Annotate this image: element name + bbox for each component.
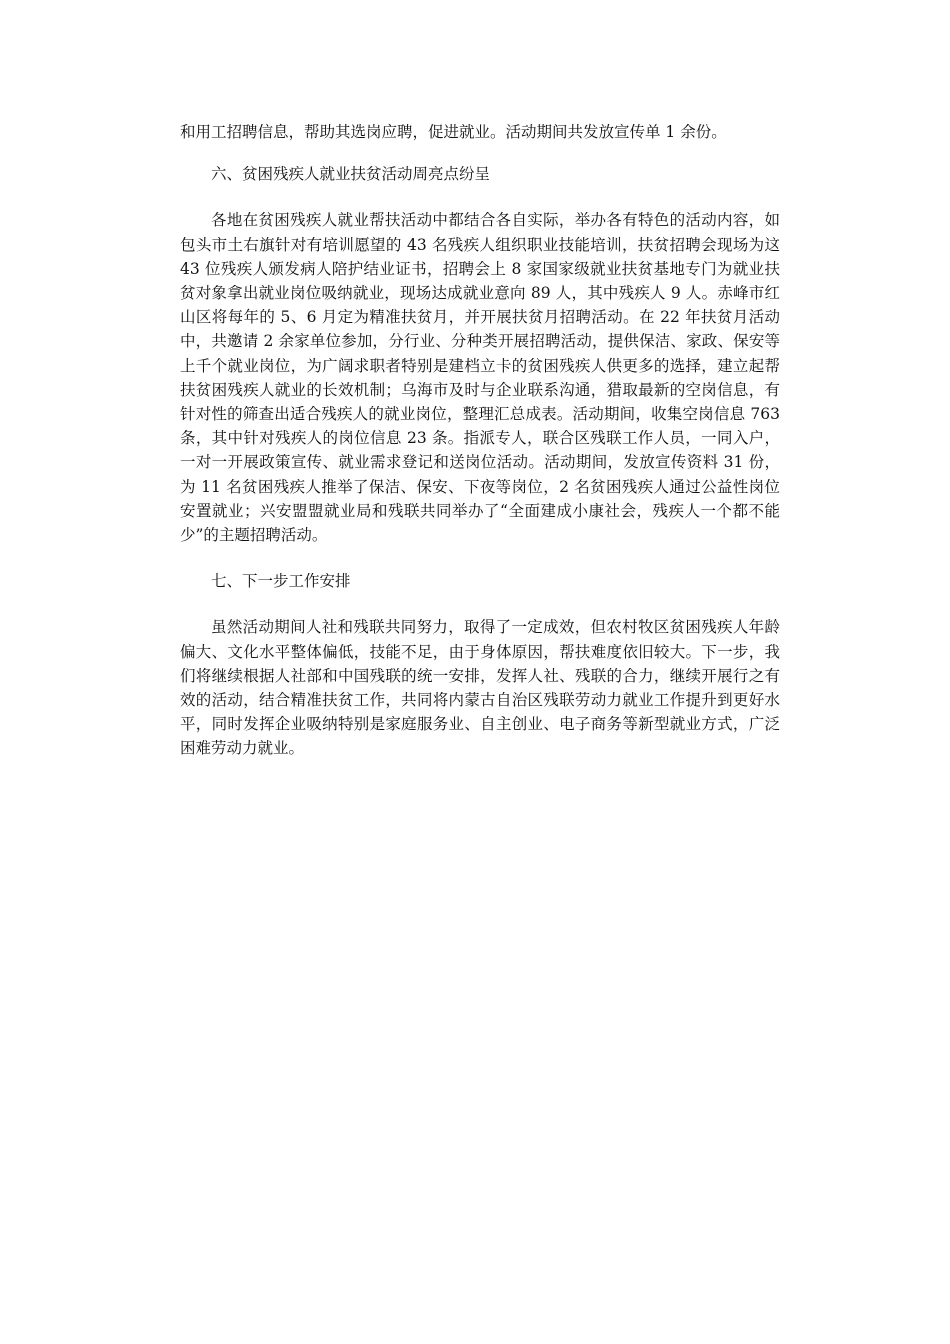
section-heading-7: 七、下一步工作安排 <box>211 572 351 591</box>
spacer <box>180 144 780 162</box>
document-body <box>180 120 780 761</box>
section-body-7: 虽然活动期间人社和残联共同努力，取得了一定成效，但农村牧区贫困残疾人年龄偏大、文化水平整体偏低，技能不足，由于身体原因，帮扶难度依旧较大。下一步，我们将继续根据人社部和中国残联的统一安排，发挥人社、残联的合力，继续开展行之有效的活动，结合精准扶贫工作，共同将内蒙古自治区残联劳动力就业工作提升到更好水平，同时发挥企业吸纳特别是家庭服务业、自主创业、电子商务等新型就业方式，广泛困难劳动力就业。 <box>180 618 780 758</box>
section-heading-6: 六、贫困残疾人就业扶贫活动周亮点纷呈 <box>211 165 491 184</box>
paragraph-continuation: 和用工招聘信息，帮助其选岗应聘，促进就业。活动期间共发放宣传单 1 余份。 <box>180 123 727 141</box>
spacer <box>180 186 780 208</box>
spacer <box>180 547 780 569</box>
spacer <box>180 593 780 615</box>
section-body-6: 各地在贫困残疾人就业帮扶活动中都结合各自实际，举办各有特色的活动内容，如包头市土右旗针对有培训愿望的 43 名残疾人组织职业技能培训，扶贫招聘会现场为这 43 位残疾人颁发病人陪护结业证书，招聘会上 8 家国家级就业扶贫基地专门为就业扶贫对象拿出就业岗位吸纳就业，现场达成就业意向 89 人，其中残疾人 9 人。赤峰市红山区将每年的 5、6 月定为精准扶贫月，并开展扶贫月招聘活动。在 22 年扶贫月活动中，共邀请 2 余家单位参加，分行业、分种类开展招聘活动，提供保洁、家政、保安等上千个就业岗位，为广阔求职者特别是建档立卡的贫困残疾人供更多的选择，建立起帮扶贫困残疾人就业的长效机制；乌海市及时与企业联系沟通，猎取最新的空岗信息，有针对性的筛查出适合残疾人的就业岗位，整理汇总成表。活动期间，收集空岗信息 763 条，其中针对残疾人的岗位信息 23 条。指派专人，联合区残联工作人员，一同入户，一对一开展政策宣传、就业需求登记和送岗位活动。活动期间，发放宣传资料 31 份，为 11 名贫困残疾人推举了保洁、保安、下夜等岗位，2 名贫困残疾人通过公益性岗位安置就业；兴安盟盟就业局和残联共同举办了“全面建成小康社会，残疾人一个都不能少”的主题招聘活动。 <box>180 211 780 545</box>
